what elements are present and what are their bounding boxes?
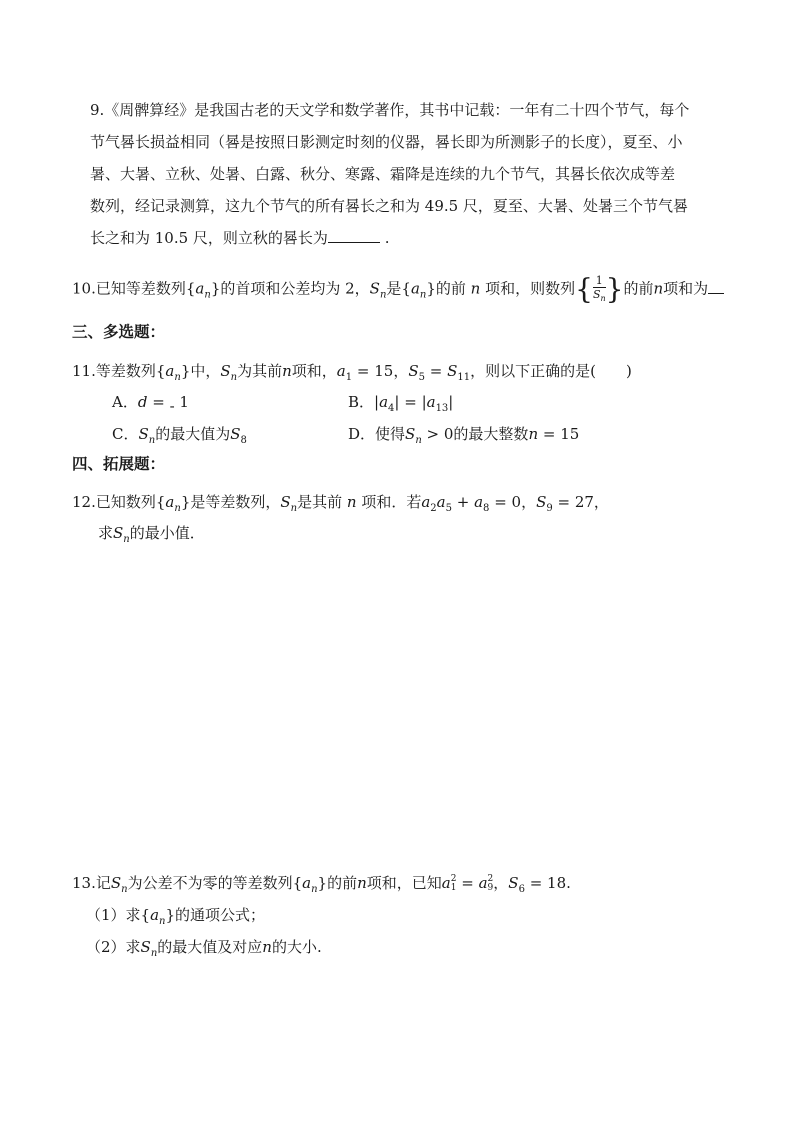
q12-zero: = 0， [489, 493, 537, 511]
q12-S9: S [536, 493, 547, 511]
q11-option-c-text: 的最大值为 [155, 425, 231, 443]
q12-text-3: 是其前 [297, 493, 347, 511]
q10-text-6: 的前 [623, 279, 654, 298]
q10-S: S [369, 279, 380, 298]
q11-option-d-sub: n [415, 435, 422, 446]
q10-a-sub: n [204, 289, 211, 301]
section-heading-multiple-choice: 三、多选题： [72, 323, 166, 341]
q10-text-2: }的首项和公差均为 2， [210, 279, 370, 298]
q10-text-5: 项和，则数列 [480, 279, 576, 298]
q9-line-5-end: . [384, 229, 390, 247]
q13-text-2: 为公差不为零的等差数列{ [127, 874, 303, 892]
q13-part1-text-b: }的通项公式； [165, 906, 266, 924]
q11-option-b-a4: |a [374, 393, 389, 411]
q11-a1: a [336, 362, 346, 380]
q11-text-d: 项和， [291, 362, 337, 380]
q10-answer-blank[interactable] [708, 279, 724, 294]
q12-line-1 [72, 492, 609, 519]
q13-n: n [357, 874, 367, 892]
q12-text-4: 项和．若 [356, 493, 422, 511]
q9-line-2: 节气晷长损益相同（晷是按照日影测定时刻的仪器，晷长即为所测影子的长度），夏至、小 [90, 133, 683, 151]
q11-option-c-sub: n [148, 435, 156, 446]
q13-part2-text-b: 的最大值及对应 [157, 938, 263, 956]
q11-option-c-S: S [138, 425, 149, 443]
q12-S9-val: = 27， [552, 493, 609, 511]
q12-S: S [280, 493, 291, 511]
q13-text-4: 项和，已知 [366, 874, 442, 892]
q11-option-b-mid: | = |a [394, 393, 436, 411]
q11-option-b-sub4: 4 [388, 403, 395, 414]
q9-line-5-text: 长之和为 10.5 尺，则立秋的晷长为 [90, 229, 328, 247]
q12-a: a [165, 493, 175, 511]
q10-a: a [195, 279, 205, 298]
q11-S11-sub: 11 [457, 372, 471, 383]
q13-part1-a: a [150, 906, 160, 924]
q11-option-d-label: D． [348, 425, 376, 443]
q12-n: n [346, 493, 357, 511]
q10-n-2: n [653, 279, 664, 298]
q11-option-c-S8: S [230, 425, 241, 443]
q13-S6: S [508, 874, 519, 892]
q12-a8: a [474, 493, 484, 511]
q10-frac-den-S: S [592, 288, 601, 301]
q10-right-brace: } [605, 272, 624, 306]
q9-line-1: 9.《周髀算经》是我国古老的天文学和数学著作，其书中记载：一年有二十四个节气，每个 [90, 101, 690, 119]
q12-a5-sub: 5 [445, 503, 452, 514]
q10-line [72, 274, 724, 306]
q10-frac-num: 1 [593, 274, 606, 288]
q12-S-sub: n [290, 503, 298, 514]
q13-part2-S-sub: n [150, 948, 158, 959]
q10-a-2: a [410, 279, 420, 298]
q11-text-b: }中， [180, 362, 221, 380]
q11-option-c-label: C． [112, 425, 139, 443]
q11-S11: S [447, 362, 458, 380]
q12-line2-text-b: 的最小值． [129, 524, 205, 542]
q13-S6-val: = 18. [524, 874, 571, 892]
q10-text-3: 是{ [386, 279, 411, 298]
q13-S: S [110, 874, 122, 892]
q11-option-a-eq: = [147, 393, 170, 411]
q10-text-4: }的前 [426, 279, 471, 298]
q11-option-d[interactable] [348, 424, 579, 451]
q10-frac-den-sub: n [600, 294, 606, 304]
q13-part1-text-a: （1）求{ [86, 906, 151, 924]
q11-option-b[interactable] [348, 392, 453, 419]
q11-a: a [165, 362, 175, 380]
q13-part-2 [86, 937, 322, 964]
q13-S6-sub: 6 [518, 884, 525, 895]
q10-text-1: 10.已知等差数列{ [72, 279, 196, 298]
q11-option-c-sub8: 8 [240, 435, 247, 446]
q9-line-3: 暑、大暑、立秋、处暑、白露、秋分、寒露、霜降是连续的九个节气，其晷长依次成等差 [90, 165, 676, 183]
q11-option-d-n: n [528, 425, 539, 443]
q13-part1-a-sub: n [159, 916, 166, 927]
q13-a9-sup: 2 [487, 874, 494, 884]
q11-option-a-num: 1 [174, 393, 189, 411]
q11-S: S [220, 362, 231, 380]
q11-text-c: 为其前 [237, 362, 283, 380]
q11-stem [72, 361, 632, 388]
q11-text-a: 11.等差数列{ [72, 362, 166, 380]
q11-option-a-minus: - [169, 397, 175, 415]
q11-a-sub: n [174, 372, 181, 383]
q12-text-2: }是等差数列， [180, 493, 281, 511]
q10-n: n [470, 279, 481, 298]
q13-text-3: }的前 [317, 874, 358, 892]
q9-line-5 [90, 228, 390, 248]
q12-line2-text-a: 求 [98, 524, 114, 542]
q13-text-5: ， [493, 874, 509, 892]
q12-S9-sub: 9 [546, 503, 553, 514]
q13-part2-text-c: 的大小. [271, 938, 322, 956]
q9-line-4: 数列，经记录测算，这九个节气的所有晷长之和为 49.5 尺，夏至、大暑、处暑三个节气晷 [90, 197, 688, 215]
q10-S-sub: n [379, 289, 387, 301]
q13-a1-sup: 2 [450, 874, 457, 884]
q11-option-b-label: B． [348, 393, 375, 411]
q11-option-d-text1: 使得 [375, 425, 406, 443]
q11-text-e: ，则以下正确的是( ) [470, 362, 632, 380]
q13-part-1 [86, 905, 265, 932]
q12-a5: a [436, 493, 446, 511]
q11-a1-val: = 15， [352, 362, 409, 380]
q13-a: a [302, 874, 312, 892]
q13-part2-S: S [140, 938, 151, 956]
q10-frac-den [593, 288, 606, 305]
q10-text-7: 项和为 [663, 279, 709, 298]
q13-a1: a [441, 874, 451, 892]
q12-a2: a [421, 493, 431, 511]
q11-S5: S [408, 362, 419, 380]
q12-a-sub: n [174, 503, 181, 514]
q13-a9: a [478, 874, 488, 892]
q10-fraction [593, 274, 606, 305]
q12-a2-sub: 2 [430, 503, 437, 514]
q12-a8-sub: 8 [483, 503, 490, 514]
q11-option-d-val: = 15 [538, 425, 580, 443]
q13-line-1 [72, 873, 571, 900]
q12-line-2 [98, 523, 205, 550]
q9-answer-blank[interactable] [328, 228, 380, 243]
q11-option-a[interactable] [112, 392, 189, 415]
q12-line2-S: S [113, 524, 124, 542]
q10-left-brace: { [575, 272, 593, 306]
q11-option-d-S: S [405, 425, 416, 443]
q12-text-1: 12.已知数列{ [72, 493, 166, 511]
q11-a1-sub: 1 [345, 372, 353, 383]
q13-part2-n: n [262, 938, 272, 956]
q13-text-1: 13.记 [72, 874, 111, 892]
q13-S-sub: n [121, 884, 128, 895]
section-heading-extension: 四、拓展题： [72, 455, 166, 473]
q11-option-c[interactable] [112, 424, 247, 451]
q13-a-sub: n [311, 884, 318, 895]
q11-S-sub: n [230, 372, 238, 383]
q10-a-sub-2: n [419, 289, 427, 301]
q11-S5-sub: 5 [418, 372, 425, 383]
q11-n: n [282, 362, 292, 380]
q13-a9-sub: 9 [487, 883, 494, 893]
q11-option-a-label: A． [112, 393, 138, 411]
q12-plus: + [451, 493, 475, 511]
q13-eq: = [456, 874, 479, 892]
q13-a1-sub: 1 [450, 883, 457, 893]
q13-part2-text-a: （2）求 [86, 938, 141, 956]
q11-eq: = [424, 362, 448, 380]
q12-line2-S-sub: n [123, 534, 130, 545]
q11-option-d-text2: > 0的最大整数 [421, 425, 529, 443]
q11-option-b-end: | [448, 393, 454, 411]
q11-option-b-sub13: 13 [435, 403, 449, 414]
q11-option-a-d: d [137, 393, 148, 411]
